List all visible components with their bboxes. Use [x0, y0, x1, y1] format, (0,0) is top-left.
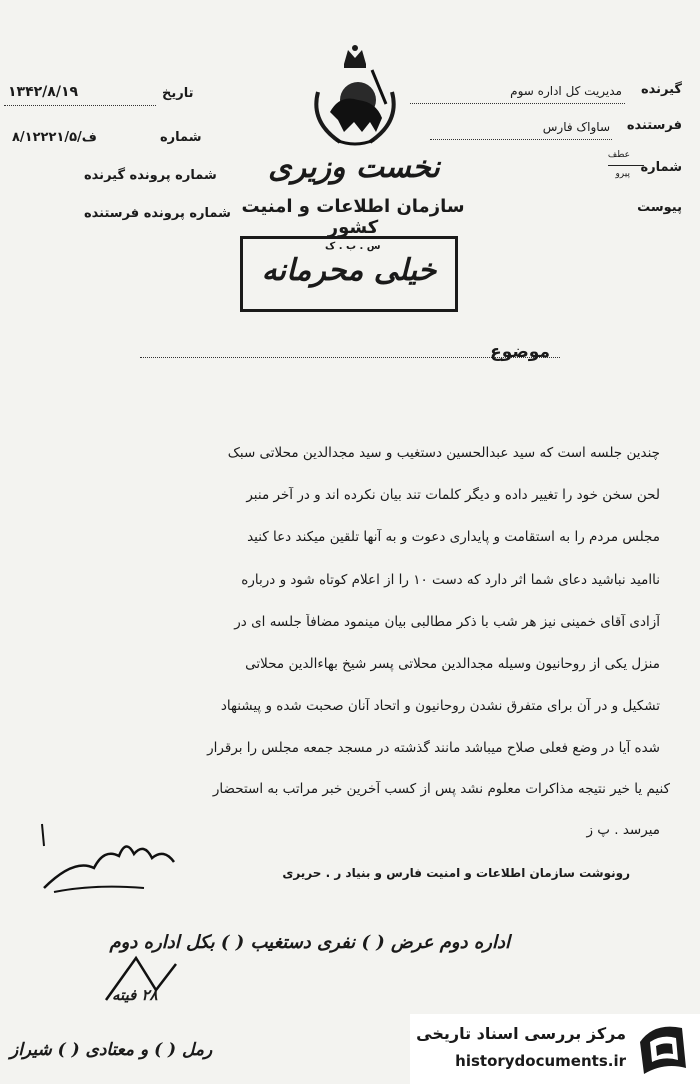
watermark-text: مرکز بررسی اسناد تاریخی: [416, 1024, 626, 1043]
date-underline: [4, 104, 156, 106]
number-left-label: شماره: [160, 130, 202, 145]
receiver-file-label: شماره پرونده گیرنده: [84, 168, 217, 183]
subject-label: موضوع: [490, 342, 550, 362]
lion-and-sun-emblem-icon: [300, 42, 410, 148]
receiver-label: گیرنده: [640, 82, 682, 97]
stamp-small-text: س . ب . ک: [325, 241, 381, 252]
watermark-url: historydocuments.ir: [455, 1052, 626, 1070]
body-line-5: آزادی آقای خمینی نیز هر شب با ذکر مطالبی بیان مینمود مضافاً جلسه ای در: [234, 614, 660, 630]
date-label: تاریخ: [162, 86, 194, 101]
classification-stamp: [240, 236, 458, 312]
body-line-8: شده آیا در وضع فعلی صلاح میباشد مانند گذشته در مسجد جمعه مجلس را برقرار: [207, 740, 660, 756]
handwritten-date: ۲۸ فیته: [112, 986, 158, 1004]
body-line-10: میرسد . پ ز: [586, 822, 660, 838]
signature-icon: [34, 818, 184, 900]
handwritten-note-2: رمل ( ) و معتادی ( ) شیراز: [10, 1040, 213, 1060]
handwritten-note-1: اداره دوم عرض ( ) نفری دستغیب ( ) بکل اداره دوم: [109, 932, 510, 953]
body-line-1: چندین جلسه است که سید عبدالحسین دستغیب و سید مجدالدین محلاتی سبک: [227, 445, 660, 461]
sender-file-label: شماره پرونده فرستنده: [84, 206, 231, 221]
body-line-7: تشکیل و در آن برای متفرق نشدن روحانیون و اتحاد آنان صحبت شده و پیشنهاد: [220, 698, 660, 714]
body-line-2: لحن سخن خود را تغییر داده و دیگر کلمات تند بیان نکرده اند و در آخر منبر: [246, 487, 660, 503]
number-right-label: شماره: [640, 160, 682, 175]
sender-label: فرستنده: [626, 118, 682, 133]
sender-underline: [430, 138, 612, 140]
number-left-value: ۸/۱۲۲۲۱/۵/ف: [12, 130, 97, 145]
sender-value: ساواک فارس: [542, 120, 610, 134]
cc-line: رونوشت سازمان اطلاعات و امنیت فارس و بنیاد ر . حریری: [282, 866, 630, 880]
date-value: ۱۳۴۲/۸/۱۹: [8, 84, 79, 100]
stamp-text: خیلی محرمانه: [261, 253, 437, 288]
receiver-underline: [410, 102, 625, 104]
body-line-9: کنیم یا خیر نتیجه مذاکرات معلوم نشد پس از کسب آخرین خبر مراتب به استحضار: [212, 781, 670, 797]
number-ref-top: عطف: [607, 150, 630, 160]
body-line-3: مجلس مردم را به استقامت و پایداری دعوت و به آنها تلقین میکند دعا کنید: [247, 529, 660, 545]
watermark-box: [410, 1014, 700, 1084]
prime-ministry-title: نخست وزیری: [268, 150, 440, 185]
receiver-value: مدیریت کل اداره سوم: [510, 84, 622, 98]
body-line-4: ناامید نباشید دعای شما اثر دارد که دست ۱۰ را از اعلام کوتاه شود و درباره: [241, 572, 660, 588]
number-ref-bottom: پیرو: [615, 169, 630, 179]
attachment-label: پیوست: [637, 200, 682, 215]
savak-title: سازمان اطلاعات و امنیت کشور: [241, 196, 465, 238]
number-fraction-line: [608, 165, 644, 166]
archive-logo-icon: [634, 1022, 692, 1078]
handwritten-scribble-icon: [96, 950, 186, 1008]
body-line-6: منزل یکی از روحانیون وسیله مجدالدین محلاتی پسر شیخ بهاءالدین محلاتی: [245, 656, 660, 672]
